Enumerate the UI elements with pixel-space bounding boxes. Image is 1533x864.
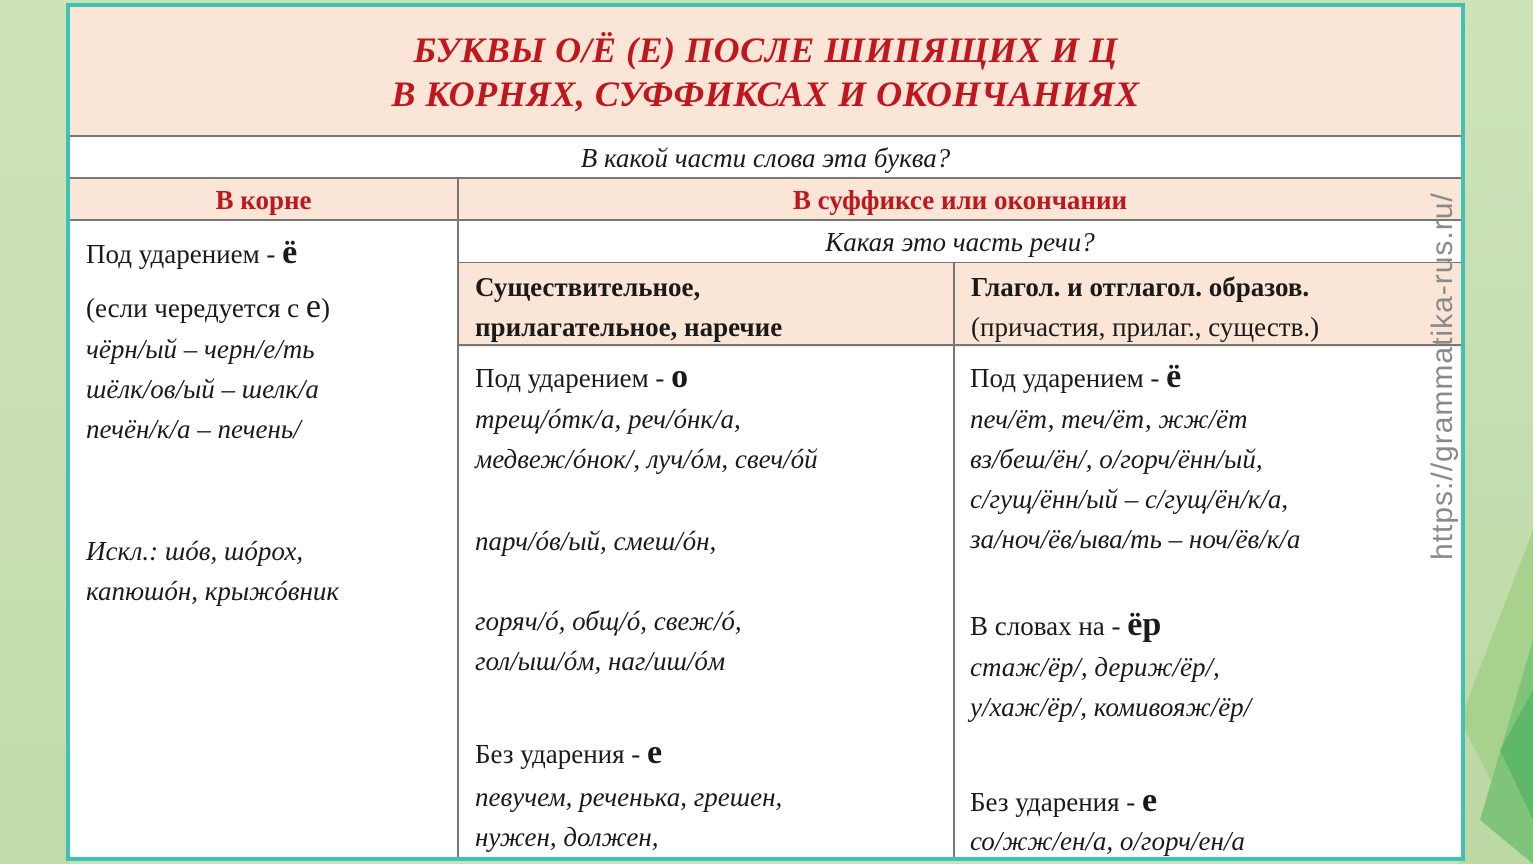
verb-example: за/ноч/ёв/ыва/ть – ноч/ёв/к/а xyxy=(970,524,1301,554)
watermark-url: https://grammatika-rus.ru/ xyxy=(1426,192,1459,560)
root-example: печён/к/а – печень/ xyxy=(86,414,301,444)
noun-examples-1 xyxy=(475,399,818,479)
question-part-of-speech: Какая это часть речи? xyxy=(825,227,1095,257)
verb-example: у/хаж/ёр/, комивояж/ёр/ xyxy=(970,692,1252,722)
verb-unstressed-letter: е xyxy=(1142,782,1158,819)
root-example: чёрн/ый – черн/е/ть xyxy=(86,334,315,364)
noun-examples-4 xyxy=(475,777,782,857)
noun-unstressed-letter: е xyxy=(647,734,663,771)
root-stressed xyxy=(86,233,297,274)
question-word-part: В какой части слова эта буква? xyxy=(70,137,1461,179)
verb-er-letters: ёр xyxy=(1127,606,1162,643)
noun-stressed-label: Под ударением - xyxy=(475,363,672,393)
noun-example: трещ/óтк/а, реч/óнк/а, xyxy=(475,404,741,434)
root-alt-letter: е xyxy=(305,288,321,325)
page-title xyxy=(70,7,1461,137)
root-exceptions xyxy=(86,531,339,611)
verb-unstressed xyxy=(970,781,1157,822)
root-exception-line: Искл.: шóв, шóрох, xyxy=(86,536,304,566)
verb-unstressed-label: Без ударения - xyxy=(970,787,1143,817)
noun-unstressed-label: Без ударения - xyxy=(475,739,648,769)
noun-example: певучем, реченька, грешен, xyxy=(475,782,783,812)
verb-example: со/жж/ен/а, о/горч/ен/а xyxy=(970,826,1245,856)
background-left xyxy=(0,0,70,864)
subheader-noun-line-1: Существительное, xyxy=(475,272,701,302)
root-example: шёлк/ов/ый – шелк/а xyxy=(86,374,319,404)
root-alt-close: ) xyxy=(320,293,330,323)
verb-example: с/гущ/ённ/ый – с/гущ/ён/к/а, xyxy=(970,484,1289,514)
noun-stressed-letter: о xyxy=(671,358,689,395)
noun-example: гол/ыш/óм, наг/иш/óм xyxy=(475,646,726,676)
verb-example: печ/ёт, теч/ёт, жж/ёт xyxy=(970,404,1248,434)
header-root: В корне xyxy=(70,179,457,221)
verb-examples-2 xyxy=(970,647,1251,727)
noun-examples-3 xyxy=(475,601,742,681)
verb-example: стаж/ёр/, дериж/ёр/, xyxy=(970,652,1220,682)
title-line-2: В КОРНЯХ, СУФФИКСАХ И ОКОНЧАНИЯХ xyxy=(391,74,1140,114)
noun-examples-2 xyxy=(475,521,716,561)
root-stressed-letter: ё xyxy=(282,234,298,271)
divider-subheader xyxy=(459,344,1461,346)
noun-example: горяч/ó, общ/ó, свеж/ó, xyxy=(475,606,742,636)
noun-stressed xyxy=(475,357,688,398)
verb-examples-3 xyxy=(970,821,1245,861)
noun-example: парч/óв/ый, смеш/óн, xyxy=(475,526,717,556)
subheader-verb-line-1: Глагол. и отглагол. образов. xyxy=(971,272,1310,302)
root-exception-line: капюшóн, крыжóвник xyxy=(86,576,340,606)
table-frame xyxy=(66,3,1465,861)
root-examples xyxy=(86,329,319,449)
root-alt-label: (если чередуется с xyxy=(86,293,306,323)
verb-examples-1 xyxy=(970,399,1300,559)
noun-unstressed xyxy=(475,733,662,774)
subheader-verb-line-2: (причастия, прилаг., существ.) xyxy=(971,312,1320,342)
verb-stressed-label: Под ударением - xyxy=(970,363,1167,393)
verb-er xyxy=(970,605,1161,646)
divider-noun-verb xyxy=(953,263,955,861)
verb-example: вз/беш/ён/, о/горч/ённ/ый, xyxy=(970,444,1263,474)
header-suffix: В суффиксе или окончании xyxy=(459,179,1461,221)
root-stressed-label: Под ударением - xyxy=(86,239,283,269)
noun-example: медвеж/óнок/, луч/óм, свеч/óй xyxy=(475,444,818,474)
verb-er-label: В словах на - xyxy=(970,611,1128,641)
title-line-1: БУКВЫ О/Ё (Е) ПОСЛЕ ШИПЯЩИХ И Ц xyxy=(413,30,1118,70)
root-alternation xyxy=(86,287,330,328)
subheader-verb xyxy=(955,263,1461,347)
verb-stressed xyxy=(970,357,1181,398)
subheader-noun-line-2: прилагательное, наречие xyxy=(475,312,783,342)
subheader-noun xyxy=(459,263,953,347)
verb-stressed-letter: ё xyxy=(1166,358,1182,395)
noun-example: нужен, должен, xyxy=(475,822,659,852)
